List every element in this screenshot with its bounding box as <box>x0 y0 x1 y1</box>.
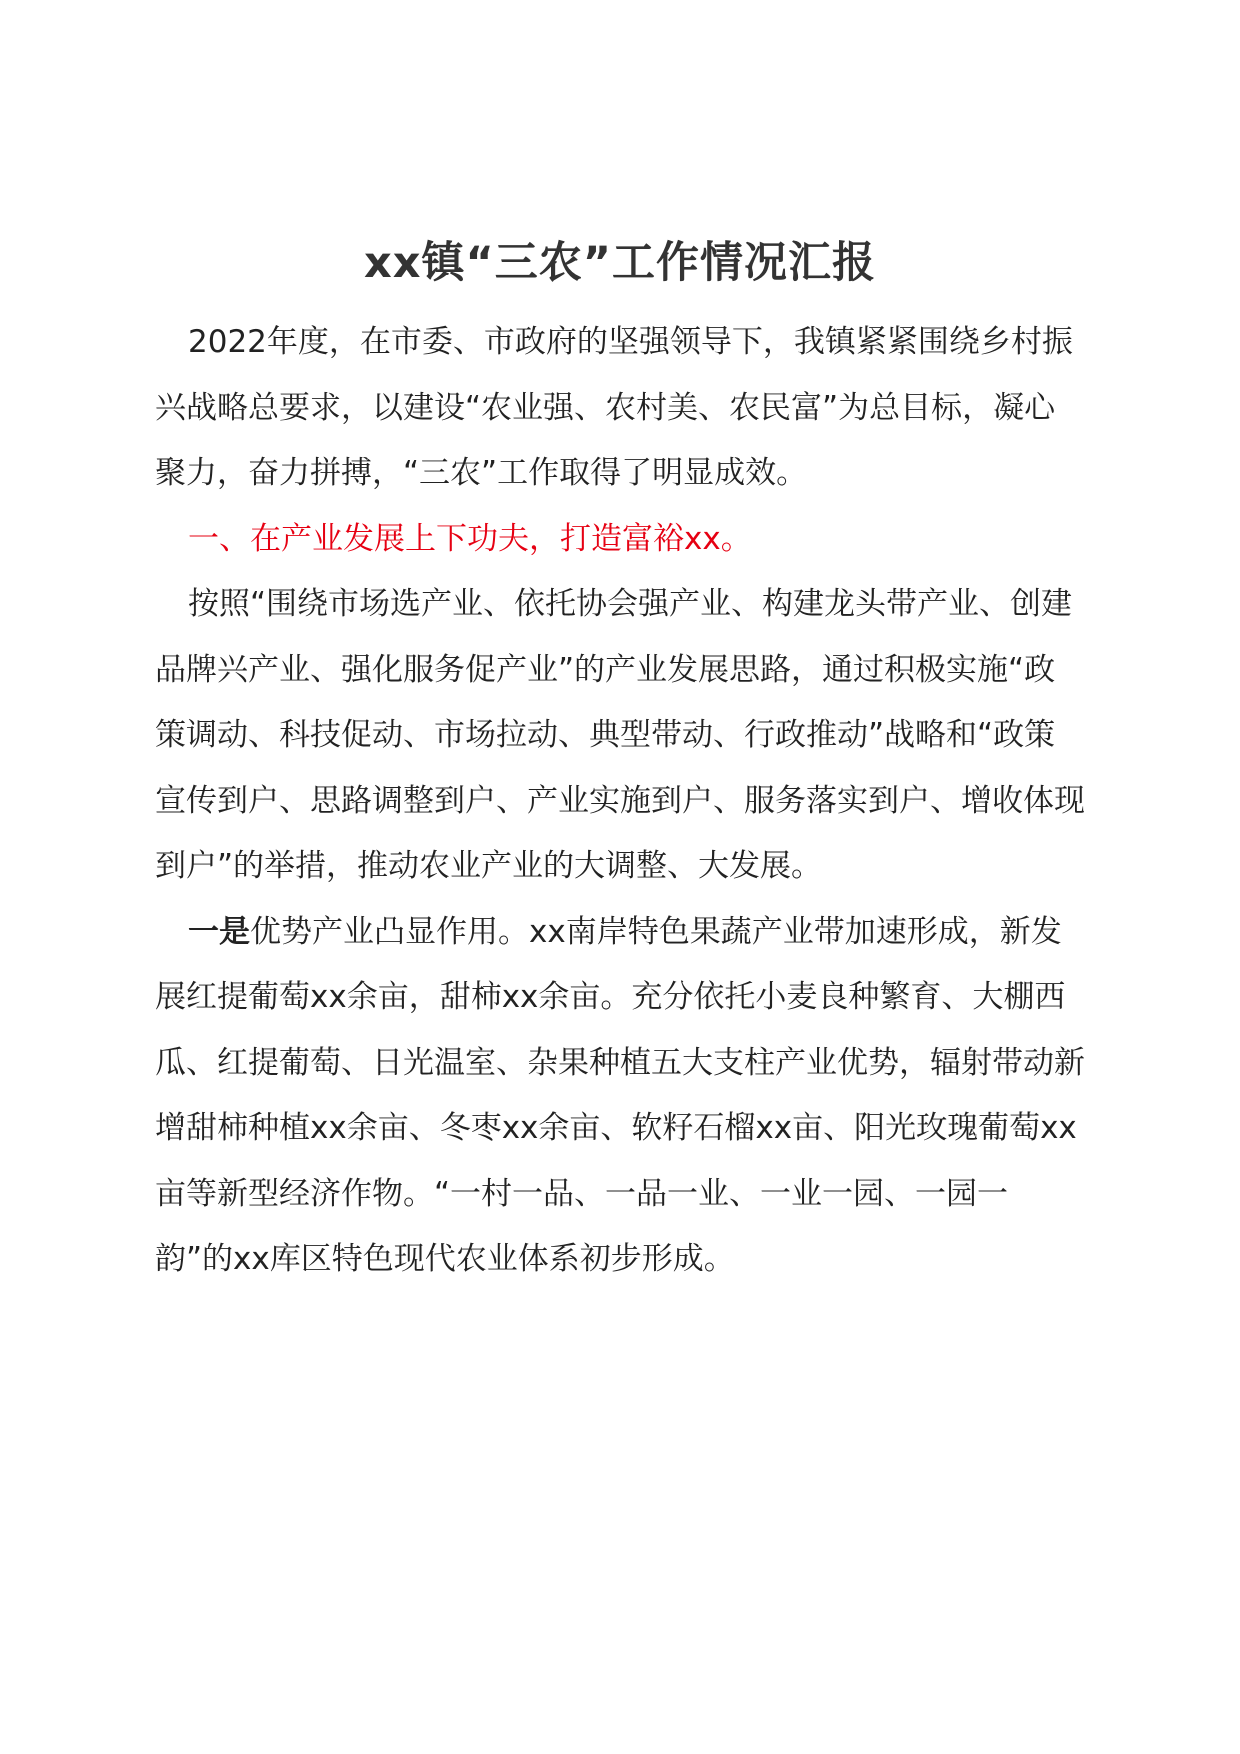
point-one-text: 优势产业凸显作用。xx南岸特色果蔬产业带加速形成，新发展红提葡萄xx余亩，甜柿xx余亩。充分依托小麦良种繁育、大棚西瓜、红提葡萄、日光温室、杂果种植五大支柱产业优势，辐射带动新增甜柿种植xx余亩、冬枣xx余亩、软籽石榴xx亩、阳光玫瑰葡萄xx亩等新型经济作物。“一村一品、一品一业、一业一园、一园一韵”的xx库区特色现代农业体系初步形成。 <box>155 913 1085 1277</box>
intro-paragraph: 2022年度，在市委、市政府的坚强领导下，我镇紧紧围绕乡村振兴战略总要求，以建设“农业强、农村美、农民富”为总目标，凝心聚力，奋力拼搏，“三农”工作取得了明显成效。 <box>155 324 1073 491</box>
section-body-paragraph: 按照“围绕市场选产业、依托协会强产业、构建龙头带产业、创建品牌兴产业、强化服务促产业”的产业发展思路，通过积极实施“政策调动、科技促动、市场拉动、典型带动、行政推动”战略和“政策宣传到户、思路调整到户、产业实施到户、服务落实到户、增收体现到户”的举措，推动农业产业的大调整、大发展。 <box>155 586 1085 884</box>
document-page <box>155 228 1085 1293</box>
section-heading: 一、在产业发展上下功夫，打造富裕xx。 <box>188 520 752 557</box>
point-one-lead: 一是 <box>188 913 250 950</box>
point-one-paragraph <box>155 900 1085 1293</box>
document-title: xx镇“三农”工作情况汇报 <box>364 238 876 288</box>
